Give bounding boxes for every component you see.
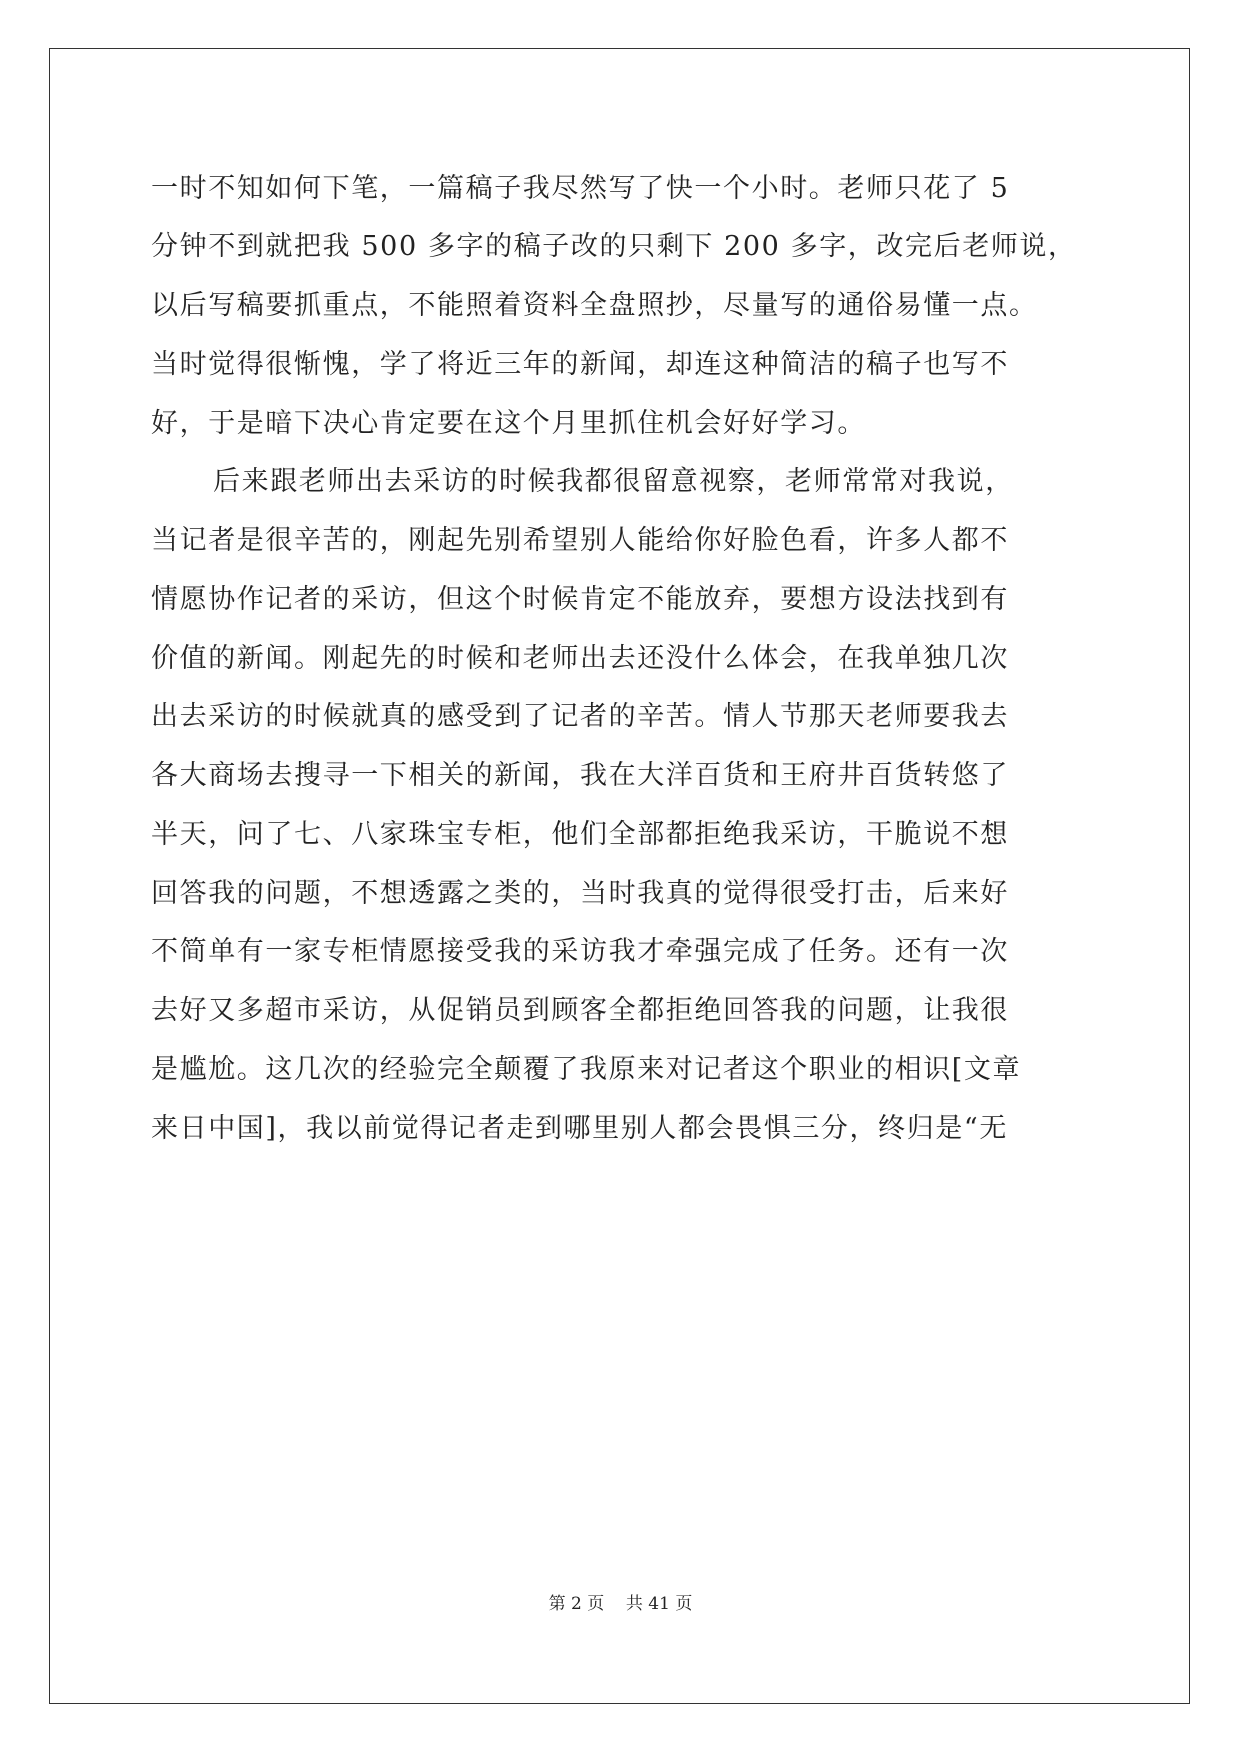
body-line: 回答我的问题，不想透露之类的，当时我真的觉得很受打击，后来好 <box>151 878 1009 909</box>
body-line: 情愿协作记者的采访，但这个时候肯定不能放弃，要想方设法找到有 <box>151 584 1009 615</box>
body-line: 当时觉得很惭愧，学了将近三年的新闻，却连这种简洁的稿子也写不 <box>151 349 1009 380</box>
body-line: 分钟不到就把我 500 多字的稿子改的只剩下 200 多字，改完后老师说， <box>151 231 1077 262</box>
body-line: 出去采访的时候就真的感受到了记者的辛苦。情人节那天老师要我去 <box>151 701 1009 732</box>
body-line: 来日中国]，我以前觉得记者走到哪里别人都会畏惧三分，终归是“无 <box>151 1113 1008 1144</box>
body-line: 当记者是很辛苦的，刚起先别希望别人能给你好脸色看，许多人都不 <box>151 525 1009 556</box>
paragraph-first-line: 后来跟老师出去采访的时候我都很留意视察，老师常常对我说， <box>213 466 1014 497</box>
page-number-footer: 第 2 页 共 41 页 <box>548 1594 693 1614</box>
body-line: 半天，问了七、八家珠宝专柜，他们全部都拒绝我采访，干脆说不想 <box>151 819 1009 850</box>
body-line: 价值的新闻。刚起先的时候和老师出去还没什么体会，在我单独几次 <box>151 643 1009 674</box>
body-line: 以后写稿要抓重点，不能照着资料全盘照抄，尽量写的通俗易懂一点。 <box>151 290 1038 321</box>
body-line: 好，于是暗下决心肯定要在这个月里抓住机会好好学习。 <box>151 408 866 439</box>
body-line: 各大商场去搜寻一下相关的新闻，我在大洋百货和王府井百货转悠了 <box>151 760 1009 791</box>
body-line: 去好又多超市采访，从促销员到顾客全都拒绝回答我的问题，让我很 <box>151 995 1009 1026</box>
body-line: 一时不知如何下笔，一篇稿子我尽然写了快一个小时。老师只花了 5 <box>151 173 1010 204</box>
body-line: 是尴尬。这几次的经验完全颠覆了我原来对记者这个职业的相识[文章 <box>151 1054 1022 1085</box>
body-line: 不简单有一家专柜情愿接受我的采访我才牵强完成了任务。还有一次 <box>151 936 1009 967</box>
